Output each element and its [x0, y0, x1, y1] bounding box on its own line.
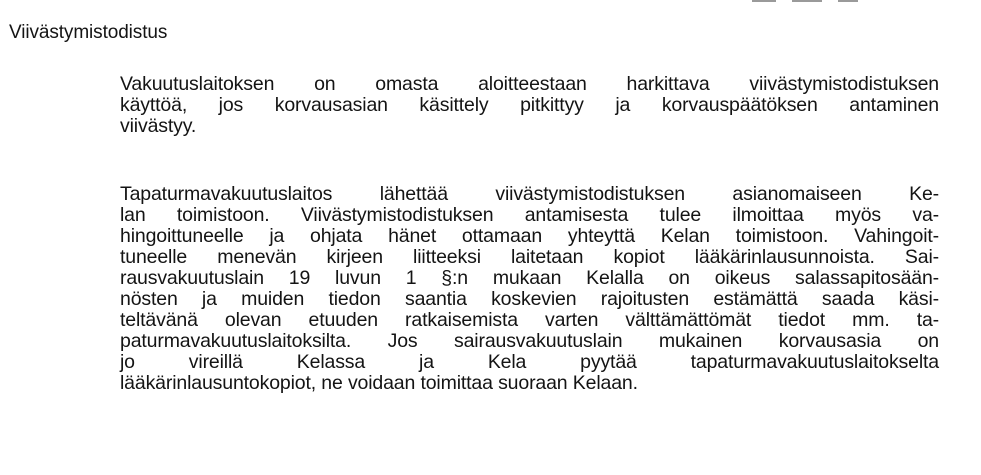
- paragraph-line: hingoittuneelle ja ohjata hänet ottamaan yhteyttä Kelan toimistoon. Vahingoit-: [120, 225, 939, 247]
- paragraph-line: rausvakuutuslain 19 luvun 1 §:n mukaan Kelalla on oikeus salassapitosään-: [120, 267, 939, 289]
- paragraph-line: paturmavakuutuslaitoksilta. Jos sairausvakuutuslain mukainen korvausasia on: [120, 330, 939, 352]
- paragraph-line: Vakuutuslaitoksen on omasta aloitteestaan harkittava viivästymistodistuksen: [120, 73, 939, 95]
- paragraph-2: [120, 184, 939, 394]
- paragraph-line: käyttöä, jos korvausasian käsittely pitkittyy ja korvauspäätöksen antaminen: [120, 94, 939, 116]
- paragraph-line: lääkärinlausuntokopiot, ne voidaan toimittaa suoraan Kelaan.: [120, 372, 638, 394]
- paragraph-line: tuneelle menevän kirjeen liitteeksi laitetaan kopiot lääkärinlausunnoista. Sai-: [120, 246, 939, 268]
- paragraph-line: jo vireillä Kelassa ja Kela pyytää tapaturmavakuutuslaitokselta: [120, 351, 939, 373]
- section-heading: Viivästymistodistus: [9, 22, 168, 43]
- cut-off-text-fragment: [752, 0, 862, 4]
- paragraph-line: Tapaturmavakuutuslaitos lähettää viivästymistodistuksen asianomaiseen Ke-: [120, 183, 939, 205]
- paragraph-line: teltävänä olevan etuuden ratkaisemista varten välttämättömät tiedot mm. ta-: [120, 309, 939, 331]
- paragraph-line: lan toimistoon. Viivästymistodistuksen antamisesta tulee ilmoittaa myös va-: [120, 204, 939, 226]
- paragraph-line: nösten ja muiden tiedon saantia koskevien rajoitusten estämättä saada käsi-: [120, 288, 939, 310]
- paragraph-line: viivästyy.: [120, 115, 197, 137]
- paragraph-1: [120, 74, 939, 137]
